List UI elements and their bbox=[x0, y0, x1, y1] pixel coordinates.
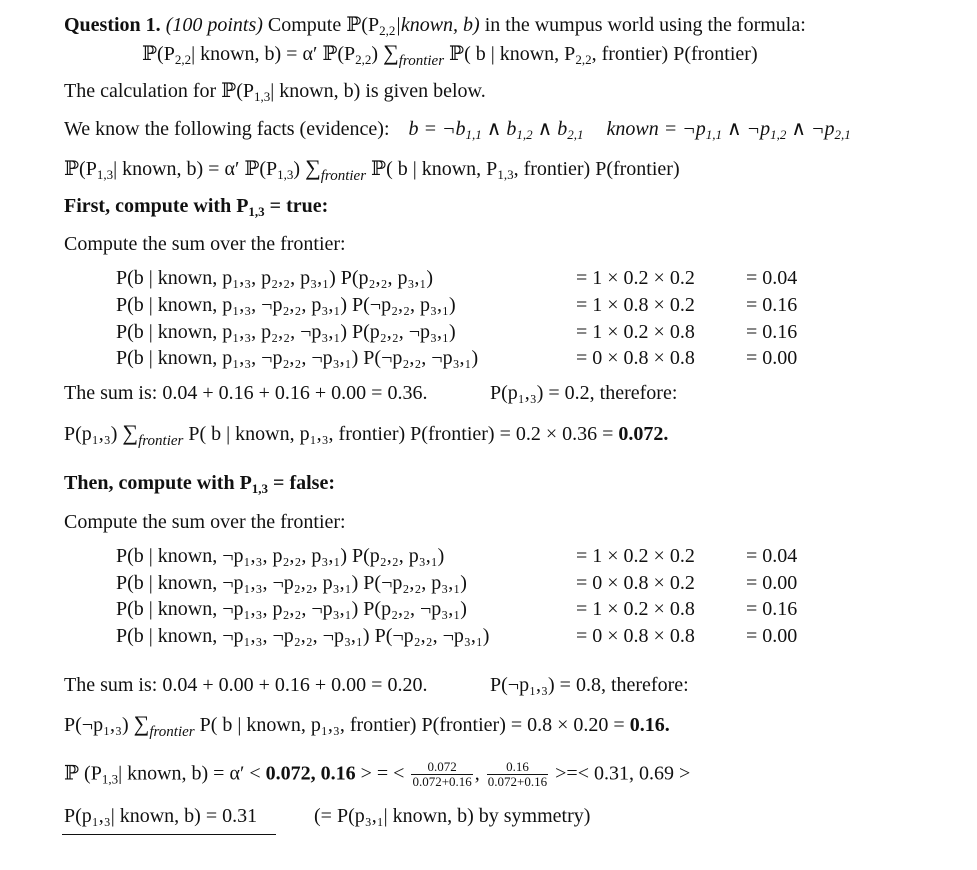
true-final-line: P(p₁,₃) $\sum_{frontier}$ P( b | known, p₁,₃, frontier) P(frontier) = 0.2 × 0.36 = 0.072. bbox=[64, 420, 669, 449]
false-row-3-calc: = 1 × 0.2 × 0.8 bbox=[576, 598, 695, 620]
false-sum-line: The sum is: 0.04 + 0.00 + 0.16 + 0.00 = 0.20. bbox=[64, 674, 428, 696]
answer-text: P(p₁,₃| known, b) = 0.31 bbox=[64, 805, 258, 827]
true-row-2-calc: = 1 × 0.8 × 0.2 bbox=[576, 294, 695, 316]
true-row-3-expr: P(b | known, p₁,₃, p₂,₂, ¬p₃,₁) P(p₂,₂, ¬p₃,₁) bbox=[116, 321, 456, 343]
true-sum-line: The sum is: 0.04 + 0.16 + 0.16 + 0.00 = 0.36. bbox=[64, 382, 428, 404]
question-label: Question 1. bbox=[64, 14, 161, 36]
fraction-2: $\frac{0.16}{0.072+0.16}$ bbox=[487, 759, 548, 790]
false-row-1-result: = 0.04 bbox=[746, 545, 798, 567]
true-row-3-calc: = 1 × 0.2 × 0.8 bbox=[576, 321, 695, 343]
false-row-2-expr: P(b | known, ¬p₁,₃, ¬p₂,₂, p₃,₁) P(¬p₂,₂, p₃,₁) bbox=[116, 572, 467, 594]
answer-underline bbox=[62, 834, 276, 835]
evidence-text: We know the following facts (evidence): bbox=[64, 118, 390, 140]
normalize-values: 0.072, 0.16 bbox=[265, 762, 356, 785]
true-row-1-result: = 0.04 bbox=[746, 267, 798, 289]
true-final-value: 0.072. bbox=[618, 423, 669, 445]
false-row-1-expr: P(b | known, ¬p₁,₃, p₂,₂, p₃,₁) P(p₂,₂, p₃,₁) bbox=[116, 545, 445, 567]
question-text-a: Compute bbox=[267, 14, 342, 36]
true-row-2-result: = 0.16 bbox=[746, 294, 798, 316]
normalize-result: >=< 0.31, 0.69 > bbox=[555, 762, 691, 785]
false-row-2-calc: = 0 × 0.8 × 0.2 bbox=[576, 572, 695, 594]
false-case-heading: Then, compute with $P_{1,3}$ = false: bbox=[64, 472, 335, 496]
true-row-4-calc: = 0 × 0.8 × 0.8 bbox=[576, 347, 695, 369]
false-row-3-result: = 0.16 bbox=[746, 598, 798, 620]
question-header bbox=[64, 14, 806, 38]
true-prior-line: P(p₁,₃) = 0.2, therefore: bbox=[490, 382, 678, 404]
false-row-3-expr: P(b | known, ¬p₁,₃, p₂,₂, ¬p₃,₁) P(p₂,₂, ¬p₃,₁) bbox=[116, 598, 467, 620]
false-row-1-calc: = 1 × 0.2 × 0.2 bbox=[576, 545, 695, 567]
true-sum-intro: Compute the sum over the frontier: bbox=[64, 233, 346, 255]
false-row-4-calc: = 0 × 0.8 × 0.8 bbox=[576, 625, 695, 647]
evidence-line bbox=[64, 118, 851, 142]
question-expr: $ℙ(P_{2,2}|known$, b) bbox=[346, 14, 480, 38]
question-points: (100 points) bbox=[165, 14, 263, 36]
true-row-1-expr: P(b | known, p₁,₃, p₂,₂, p₃,₁) P(p₂,₂, p₃,₁) bbox=[116, 267, 434, 289]
true-row-4-result: = 0.00 bbox=[746, 347, 798, 369]
evidence-b: $b = \neg b_{1,1}$ ∧ $b_{1,2}$ ∧ $b_{2,1}$ bbox=[408, 118, 584, 142]
true-case-heading: First, compute with $P_{1,3}$ = true: bbox=[64, 195, 329, 219]
fraction-1: $\frac{0.072}{0.072+0.16}$ bbox=[412, 759, 472, 790]
target-formula: $ℙ(P_{1,3}|$ known, b) = α′ $ℙ(P_{1,3})$ $\sum_{frontier}$ ℙ( b | known, $P_{1,3}$, frontier) P(frontier) bbox=[64, 155, 680, 184]
false-prior-line: P(¬p₁,₃) = 0.8, therefore: bbox=[490, 674, 689, 696]
question-text-b: in the wumpus world using the formula: bbox=[484, 14, 806, 36]
false-row-4-result: = 0.00 bbox=[746, 625, 798, 647]
main-formula: $ℙ(P_{2,2}|$ known, b) = α′ $ℙ(P_{2,2})$ $\sum_{frontier}$ ℙ( b | known, $P_{2,2}$, frontier) P(frontier) bbox=[142, 40, 758, 69]
false-final-value: 0.16. bbox=[629, 714, 670, 736]
normalization-line: ℙ ($P_{1,3}|$ known, b) = α′ < 0.072, 0.16 > = < $\frac{0.072}{0.072+0.16}$ , $\frac{0.16}{0.072+0.16}$ >=< 0.31, 0.69 > bbox=[64, 759, 691, 790]
true-row-1-calc: = 1 × 0.2 × 0.2 bbox=[576, 267, 695, 289]
true-row-2-expr: P(b | known, p₁,₃, ¬p₂,₂, p₃,₁) P(¬p₂,₂, p₃,₁) bbox=[116, 294, 456, 316]
true-row-4-expr: P(b | known, p₁,₃, ¬p₂,₂, ¬p₃,₁) P(¬p₂,₂, ¬p₃,₁) bbox=[116, 347, 479, 369]
intro-line: The calculation for $ℙ(P_{1,3}|$ known, b) is given below. bbox=[64, 80, 486, 104]
true-row-3-result: = 0.16 bbox=[746, 321, 798, 343]
evidence-known: known = $\neg p_{1,1}$ ∧ $\neg p_{1,2}$ ∧ $\neg p_{2,1}$ bbox=[606, 118, 851, 142]
false-row-2-result: = 0.00 bbox=[746, 572, 798, 594]
false-final-line: P(¬p₁,₃) $\sum_{frontier}$ P( b | known, p₁,₃, frontier) P(frontier) = 0.8 × 0.20 = 0.16. bbox=[64, 711, 670, 740]
false-row-4-expr: P(b | known, ¬p₁,₃, ¬p₂,₂, ¬p₃,₁) P(¬p₂,₂, ¬p₃,₁) bbox=[116, 625, 490, 647]
false-sum-intro: Compute the sum over the frontier: bbox=[64, 511, 346, 533]
answer-note: (= P(p₃,₁| known, b) by symmetry) bbox=[314, 805, 591, 827]
